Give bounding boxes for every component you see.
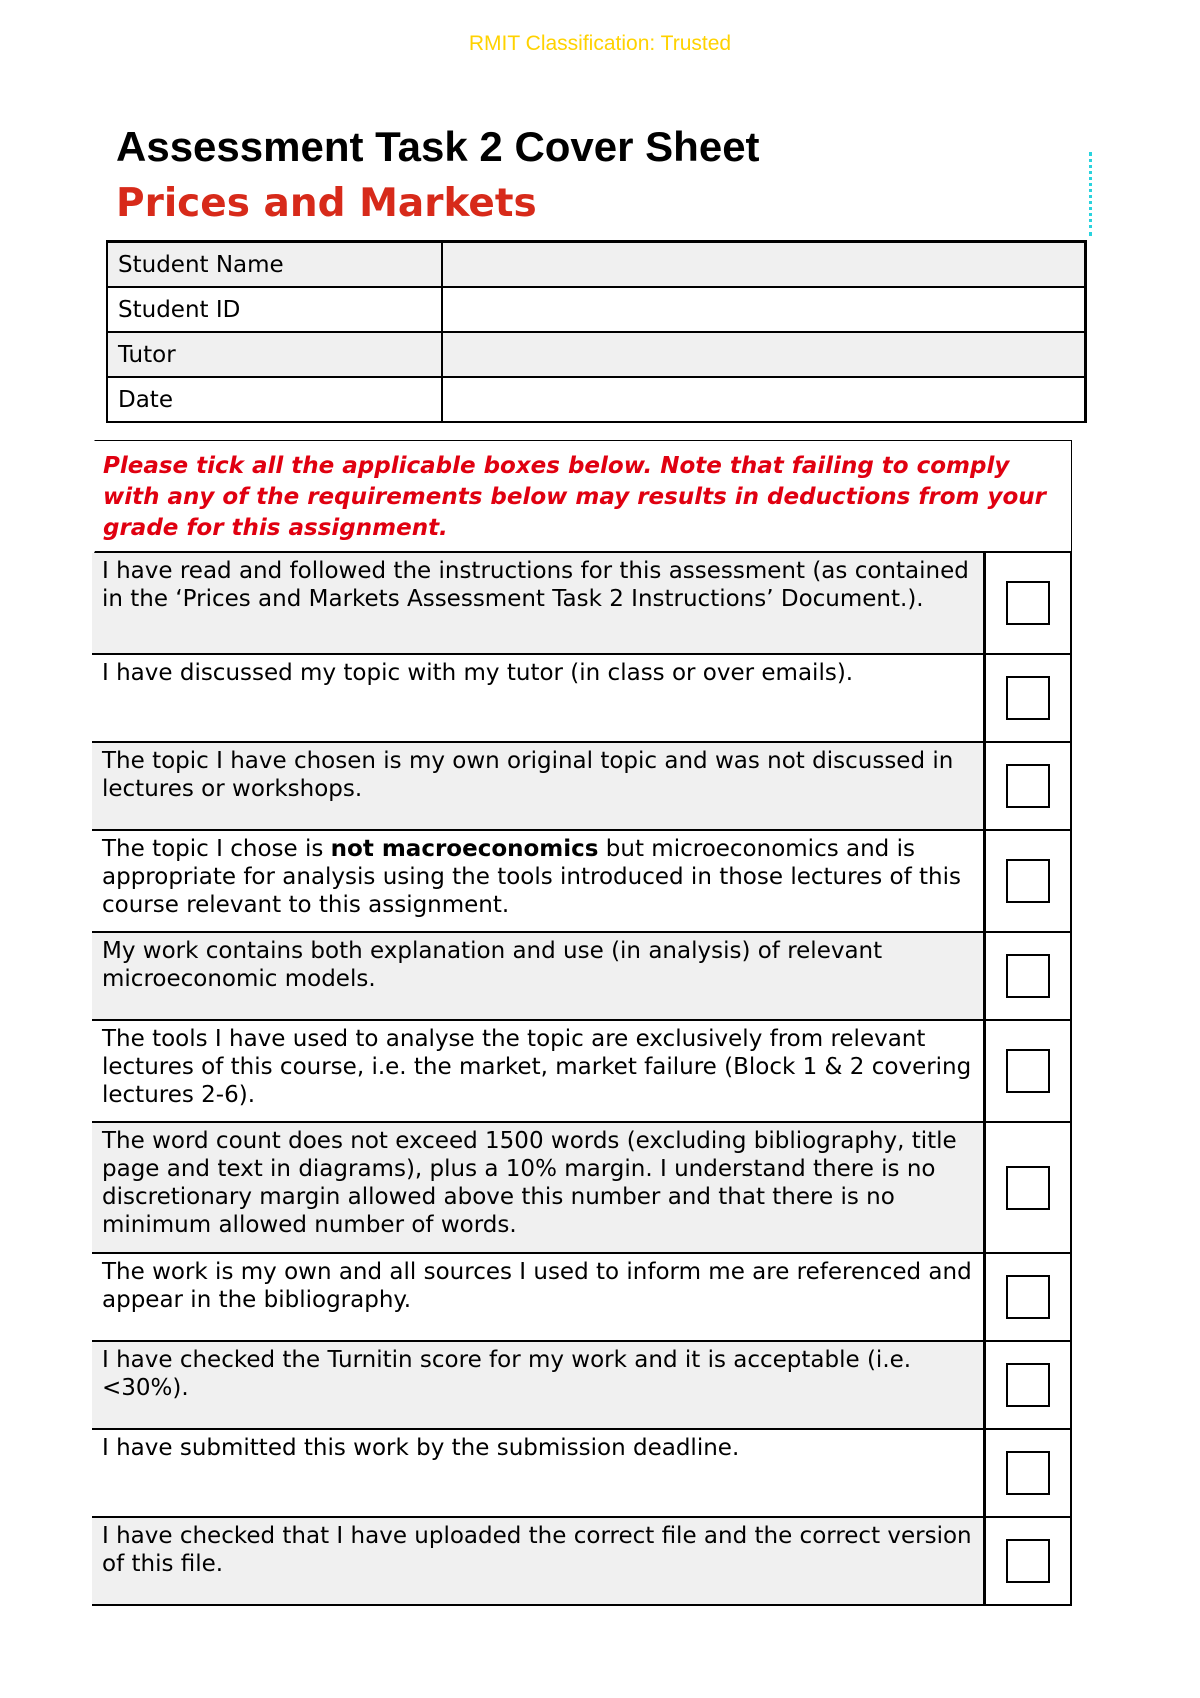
student-id-field[interactable] <box>442 287 1086 332</box>
checkbox[interactable] <box>1006 1275 1050 1319</box>
checklist-item-models <box>92 933 1072 1021</box>
checklist-item-correct-file <box>92 1518 1072 1604</box>
student-name-row <box>107 242 1086 288</box>
date-label: Date <box>107 377 442 422</box>
date-field[interactable] <box>442 377 1086 422</box>
page-subtitle: Prices and Markets <box>116 181 537 226</box>
checklist-text-before: The topic I chose is <box>102 836 331 862</box>
checklist-instruction: Please tick all the applicable boxes below. Note that failing to comply with any of the requirements below may results in deductions from your grade for this assignment. <box>94 440 1072 553</box>
checkbox-cell <box>983 831 1072 931</box>
checklist-item-deadline <box>92 1430 1072 1518</box>
checklist-item-own-work <box>92 1254 1072 1342</box>
checkbox-cell <box>983 1123 1072 1252</box>
date-row <box>107 377 1086 422</box>
checklist-item-text: I have discussed my topic with my tutor (in class or over emails). <box>92 655 983 741</box>
checklist-item-tutor-discussion <box>92 655 1072 743</box>
student-info-table <box>106 240 1087 423</box>
checkbox[interactable] <box>1006 581 1050 625</box>
checklist-item-text: The topic I have chosen is my own original topic and was not discussed in lectures or workshops. <box>92 743 983 829</box>
checklist-item-text: I have read and followed the instructions for this assessment (as contained in the ‘Prices and Markets Assessment Task 2 Instructions’ Document.). <box>92 553 983 653</box>
checklist-text-bold: not macroeconomics <box>330 836 599 862</box>
classification-label: RMIT Classification: Trusted <box>468 32 732 55</box>
checklist-item-tools <box>92 1021 1072 1123</box>
student-id-label: Student ID <box>107 287 442 332</box>
tutor-row <box>107 332 1086 377</box>
checklist-item-text: My work contains both explanation and use (in analysis) of relevant microeconomic models. <box>92 933 983 1019</box>
checklist-item-text: I have checked the Turnitin score for my work and it is acceptable (i.e. <30%). <box>92 1342 983 1428</box>
tutor-field[interactable] <box>442 332 1086 377</box>
checklist-item-text: I have checked that I have uploaded the correct file and the correct version of this file. <box>92 1518 983 1604</box>
checkbox[interactable] <box>1006 1451 1050 1495</box>
checkbox-cell <box>983 933 1072 1019</box>
checkbox[interactable] <box>1006 1049 1050 1093</box>
checklist-item-text: The tools I have used to analyse the topic are exclusively from relevant lectures of this course, i.e. the market, market failure (Block 1 & 2 covering lectures 2-6). <box>92 1021 983 1121</box>
student-id-row <box>107 287 1086 332</box>
checklist-item-text <box>92 831 983 931</box>
checkbox-cell <box>983 655 1072 741</box>
margin-marker <box>1089 152 1092 236</box>
checkbox[interactable] <box>1006 954 1050 998</box>
checkbox[interactable] <box>1006 1166 1050 1210</box>
checkbox-cell <box>983 1021 1072 1121</box>
requirements-checklist <box>92 440 1072 1606</box>
checkbox[interactable] <box>1006 676 1050 720</box>
checklist-item-microeconomics <box>92 831 1072 933</box>
checkbox[interactable] <box>1006 1363 1050 1407</box>
checkbox-cell <box>983 1254 1072 1340</box>
checklist-item-text: I have submitted this work by the submission deadline. <box>92 1430 983 1516</box>
checklist-item-instructions <box>92 553 1072 655</box>
checklist-item-text: The word count does not exceed 1500 words (excluding bibliography, title page and text in diagrams), plus a 10% margin. I understand there is no discretionary margin allowed above this number and that there is no minimum allowed number of words. <box>92 1123 983 1252</box>
checkbox[interactable] <box>1006 764 1050 808</box>
student-name-label: Student Name <box>107 242 442 288</box>
student-name-field[interactable] <box>442 242 1086 288</box>
page-title: Assessment Task 2 Cover Sheet <box>116 123 760 170</box>
checklist-item-turnitin <box>92 1342 1072 1430</box>
checkbox-cell <box>983 743 1072 829</box>
checkbox-cell <box>983 1518 1072 1604</box>
checkbox-cell <box>983 553 1072 653</box>
checkbox-cell <box>983 1342 1072 1428</box>
checkbox[interactable] <box>1006 1539 1050 1583</box>
checklist-item-text: The work is my own and all sources I used to inform me are referenced and appear in the bibliography. <box>92 1254 983 1340</box>
checkbox-cell <box>983 1430 1072 1516</box>
checkbox[interactable] <box>1006 859 1050 903</box>
checklist-item-original-topic <box>92 743 1072 831</box>
tutor-label: Tutor <box>107 332 442 377</box>
checklist-text-after: but microeconomics and is appropriate for analysis using the tools introduced in those lectures of this course relevant to this assignment. <box>102 836 961 918</box>
checklist-item-word-count <box>92 1123 1072 1254</box>
